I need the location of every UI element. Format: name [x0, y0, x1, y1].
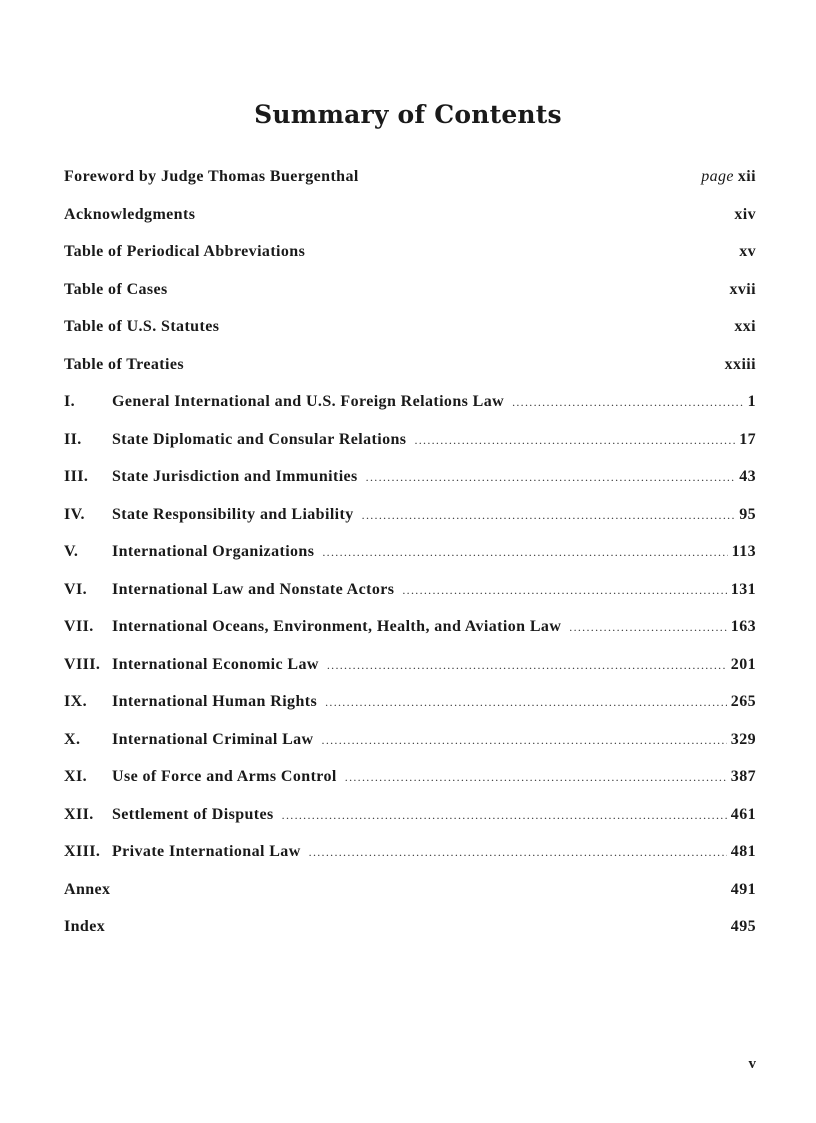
toc-chapter-13[interactable]	[64, 843, 756, 881]
dot-leader	[282, 808, 727, 823]
toc-chapter-11[interactable]	[64, 768, 756, 806]
toc-chapter-9[interactable]	[64, 693, 756, 731]
toc-entry-us-statutes[interactable]	[64, 318, 756, 356]
chapter-title: General International and U.S. Foreign Relations Law	[112, 393, 505, 410]
toc-chapter-5[interactable]	[64, 543, 756, 581]
page-title: Summary of Contents	[254, 100, 562, 129]
chapter-number: XIII.	[64, 843, 101, 860]
toc-entry-page: 495	[730, 918, 756, 935]
chapter-page: 329	[730, 730, 756, 748]
dot-leader	[309, 845, 727, 860]
chapter-title: State Diplomatic and Consular Relations	[112, 430, 407, 448]
toc-entry-page: xxi	[734, 318, 756, 335]
toc-entry-label: Table of Periodical Abbreviations	[64, 243, 306, 260]
chapter-title: Settlement of Disputes	[112, 805, 274, 823]
chapter-page: 265	[730, 693, 756, 710]
chapter-title: State Jurisdiction and Immunities	[112, 468, 358, 485]
chapter-page: 387	[730, 768, 756, 785]
toc-entry-label: Table of Cases	[64, 280, 168, 298]
toc-entry-label: Foreword by Judge Thomas Buergenthal	[64, 168, 359, 185]
dot-leader	[366, 470, 736, 485]
toc-entry-page: 491	[730, 880, 756, 898]
chapter-number: I.	[64, 393, 76, 410]
chapter-title: International Oceans, Environment, Health, and Aviation Law	[112, 618, 562, 635]
toc-entry-label: Acknowledgments	[64, 205, 196, 223]
toc-entry-page	[701, 168, 756, 186]
chapter-page: 163	[730, 618, 756, 635]
toc-entry-label: Index	[64, 918, 106, 935]
toc-entry-index[interactable]	[64, 918, 756, 956]
dot-leader	[345, 770, 727, 785]
toc-chapter-3[interactable]	[64, 468, 756, 506]
chapter-page: 17	[739, 430, 756, 448]
chapter-number: XI.	[64, 768, 87, 785]
dot-leader	[402, 583, 726, 598]
dot-leader	[362, 508, 736, 523]
page-number: xii	[737, 168, 756, 185]
dot-leader	[512, 395, 744, 410]
toc-entry-table-of-cases[interactable]	[64, 281, 756, 319]
toc-entry-foreword[interactable]	[64, 168, 756, 206]
chapter-page: 131	[730, 580, 756, 598]
toc-chapter-8[interactable]	[64, 656, 756, 694]
toc-entry-page: xv	[739, 243, 756, 260]
toc-entry-page: xvii	[729, 280, 756, 298]
toc-entry-page: xxiii	[724, 355, 756, 373]
toc-chapter-4[interactable]	[64, 506, 756, 544]
dot-leader	[327, 658, 727, 673]
chapter-title: Use of Force and Arms Control	[112, 768, 337, 785]
chapter-page: 461	[730, 805, 756, 823]
chapter-number: IV.	[64, 505, 85, 523]
toc-chapter-7[interactable]	[64, 618, 756, 656]
chapter-title: International Law and Nonstate Actors	[112, 580, 395, 598]
chapter-number: IX.	[64, 693, 87, 710]
table-of-contents	[64, 168, 756, 956]
chapter-number: VI.	[64, 580, 87, 598]
chapter-page: 1	[747, 393, 756, 410]
chapter-title: International Human Rights	[112, 693, 318, 710]
toc-entry-label: Table of U.S. Statutes	[64, 318, 220, 335]
toc-entry-page: xiv	[734, 205, 756, 223]
chapter-title: International Criminal Law	[112, 730, 314, 748]
toc-entry-label: Annex	[64, 880, 111, 898]
chapter-page: 113	[731, 543, 756, 560]
toc-entry-label: Table of Treaties	[64, 355, 184, 373]
toc-chapter-2[interactable]	[64, 431, 756, 469]
chapter-title: International Organizations	[112, 543, 315, 560]
chapter-page: 95	[739, 505, 756, 523]
chapter-title: Private International Law	[112, 843, 301, 860]
toc-entry-treaties[interactable]	[64, 356, 756, 394]
chapter-number: VII.	[64, 618, 94, 635]
dot-leader	[322, 545, 727, 560]
dot-leader	[325, 695, 727, 710]
chapter-number: XII.	[64, 805, 94, 823]
chapter-number: II.	[64, 430, 82, 448]
dot-leader	[569, 620, 727, 635]
chapter-number: III.	[64, 468, 89, 485]
dot-leader	[322, 733, 727, 748]
toc-entry-periodical-abbreviations[interactable]	[64, 243, 756, 281]
toc-entry-annex[interactable]	[64, 881, 756, 919]
chapter-number: VIII.	[64, 655, 101, 673]
chapter-title: State Responsibility and Liability	[112, 505, 354, 523]
toc-chapter-6[interactable]	[64, 581, 756, 619]
page-folio: v	[748, 1056, 756, 1072]
chapter-number: X.	[64, 730, 81, 748]
toc-chapter-1[interactable]	[64, 393, 756, 431]
dot-leader	[414, 433, 735, 448]
chapter-page: 43	[739, 468, 756, 485]
chapter-page: 481	[730, 843, 756, 860]
toc-chapter-10[interactable]	[64, 731, 756, 769]
chapter-number: V.	[64, 543, 79, 560]
page-word: page	[701, 168, 734, 185]
toc-entry-acknowledgments[interactable]	[64, 206, 756, 244]
toc-chapter-12[interactable]	[64, 806, 756, 844]
chapter-title: International Economic Law	[112, 655, 319, 673]
chapter-page: 201	[730, 655, 756, 673]
